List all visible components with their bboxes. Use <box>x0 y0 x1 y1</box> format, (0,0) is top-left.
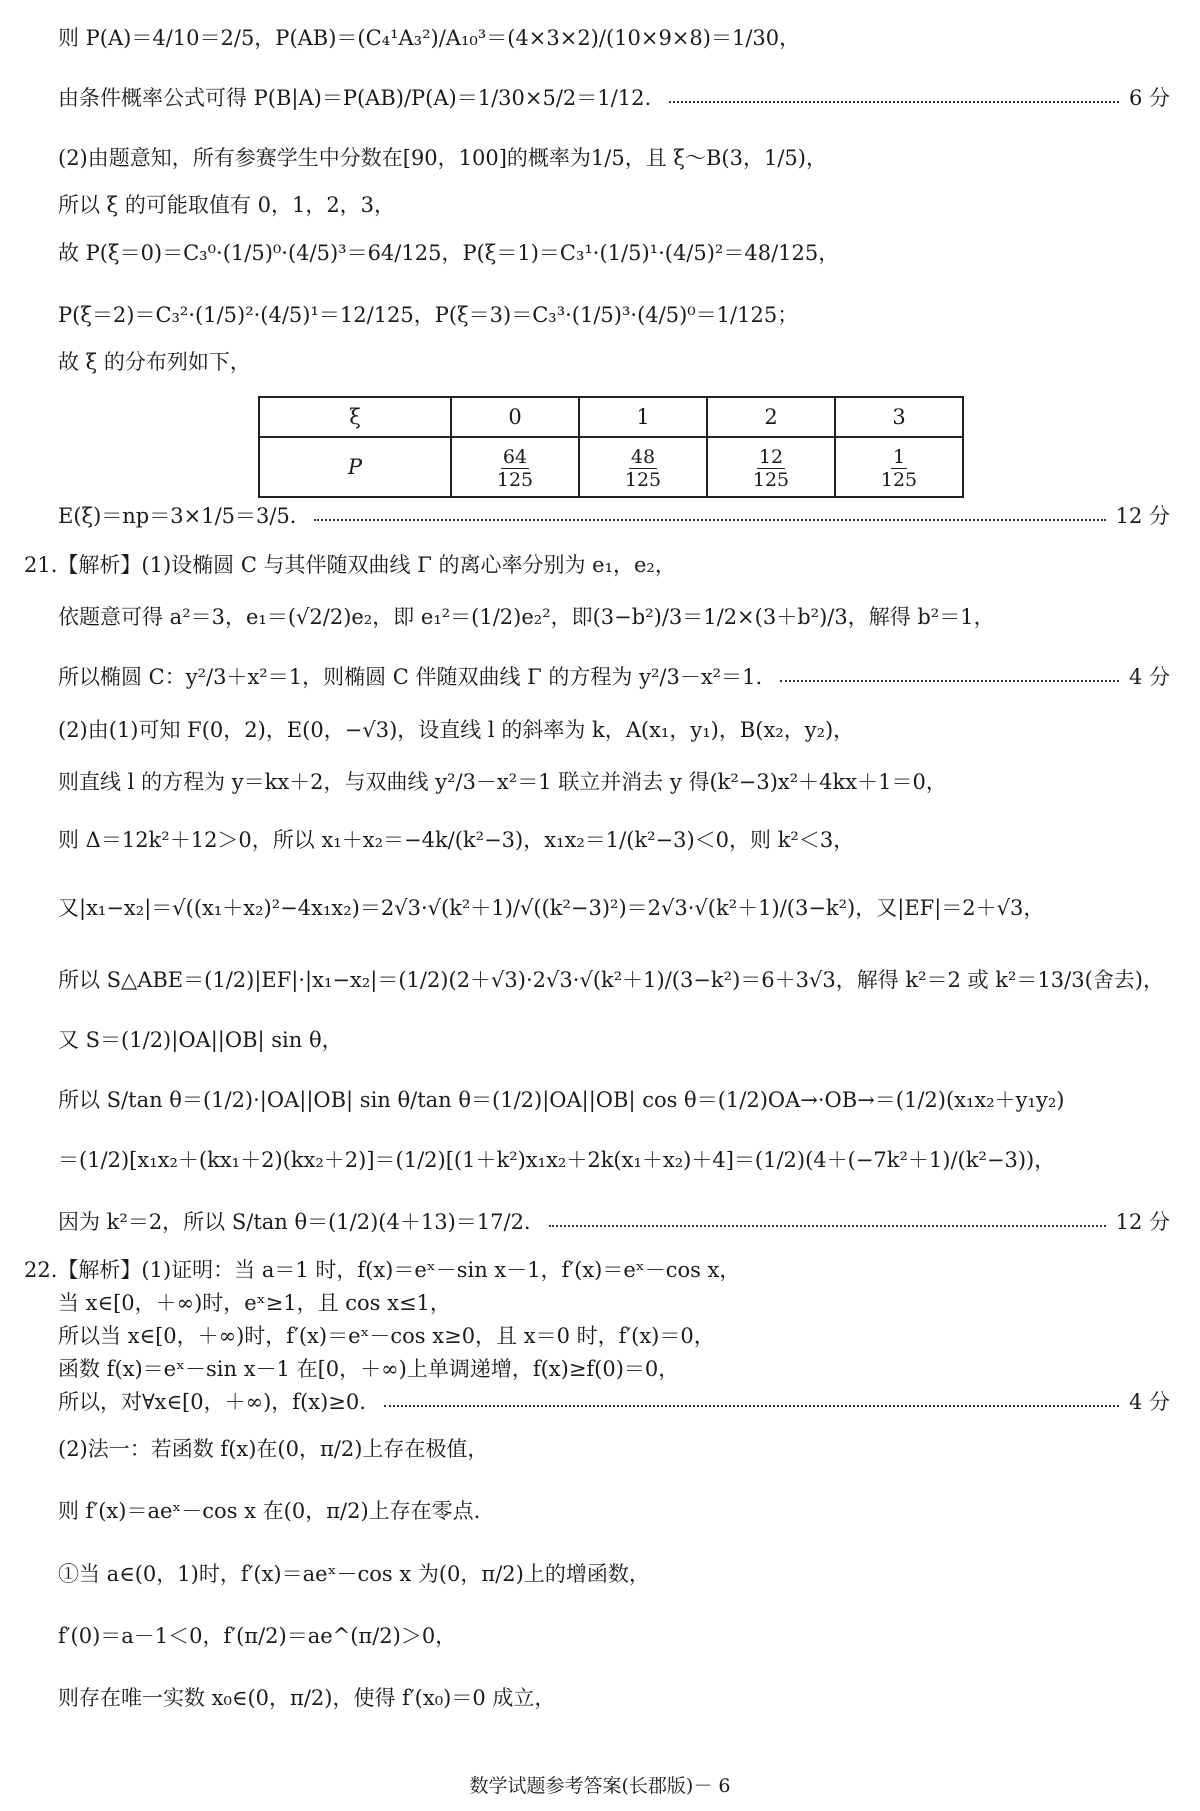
score-mark: 12 分 <box>1115 504 1170 528</box>
solution-line <box>58 1321 1170 1351</box>
page-footer: 数学试题参考答案(长郡版)－ 6 <box>469 1775 731 1797</box>
header-cell-xi: ξ <box>259 397 451 437</box>
prob-1-den: 125 <box>624 468 662 491</box>
solution-line-text: 故 ξ 的分布列如下， <box>58 350 251 374</box>
solution-line-text: 因为 k²＝2，所以 S/tan θ＝(1/2)(4＋13)＝17/2. <box>58 1210 531 1234</box>
solution-line-text: 21.【解析】(1)设椭圆 C 与其伴随双曲线 Γ 的离心率分别为 e₁，e₂， <box>24 553 676 577</box>
distribution-table <box>258 396 964 498</box>
score-mark: 4 分 <box>1128 665 1170 689</box>
solution-line-text: 所以，对∀x∈[0，＋∞)，f(x)≥0. <box>58 1390 366 1414</box>
solution-line <box>58 1145 1170 1175</box>
header-cell-1: 1 <box>579 397 707 437</box>
solution-line <box>58 1496 1170 1526</box>
header-cell-2: 2 <box>707 397 835 437</box>
distribution-header-row <box>259 397 963 437</box>
solution-line-text: 22.【解析】(1)证明：当 a＝1 时，f(x)＝eˣ－sin x－1，f′(x)＝eˣ－cos x， <box>24 1258 741 1282</box>
solution-line <box>58 767 1170 797</box>
score-mark: 6 分 <box>1128 86 1170 110</box>
solution-line <box>24 1255 1170 1285</box>
solution-line-text: 所以 ξ 的可能取值有 0，1，2，3， <box>58 193 396 217</box>
solution-line <box>58 501 1170 531</box>
solution-line <box>58 83 1170 113</box>
solution-line-text: 所以当 x∈[0，＋∞)时，f′(x)＝eˣ－cos x≥0，且 x＝0 时，f′(x)＝0， <box>58 1324 715 1348</box>
solution-line-text: 则直线 l 的方程为 y＝kx＋2，与双曲线 y²/3－x²＝1 联立并消去 y 得(k²−3)x²＋4kx＋1＝0， <box>58 770 947 794</box>
solution-line-text: E(ξ)＝np＝3×1/5＝3/5. <box>58 504 297 528</box>
prob-cell-3 <box>835 437 963 497</box>
solution-line <box>58 238 1170 268</box>
solution-line-text: 则 f′(x)＝aeˣ－cos x 在(0，π/2)上存在零点. <box>58 1499 481 1523</box>
solution-line-text: (2)法一：若函数 f(x)在(0，π/2)上存在极值， <box>58 1437 489 1461</box>
prob-cell-0 <box>451 437 579 497</box>
solution-line <box>58 825 1170 855</box>
solution-line-text: 则 P(A)＝4/10＝2/5，P(AB)＝(C₄¹A₃²)/A₁₀³＝(4×3×2)/(10×9×8)＝1/30， <box>58 26 801 50</box>
solution-line <box>58 300 1170 330</box>
solution-line <box>58 143 1170 173</box>
solution-line <box>58 1025 1170 1055</box>
solution-line-text: 又|x₁−x₂|＝√((x₁＋x₂)²−4x₁x₂)＝2√3·√(k²＋1)/√((k²−3)²)＝2√3·√(k²＋1)/(3−k²)，又|EF|＝2＋√3， <box>58 896 1045 920</box>
solution-line-text: 所以椭圆 C：y²/3＋x²＝1，则椭圆 C 伴随双曲线 Γ 的方程为 y²/3－x²＝1. <box>58 665 763 689</box>
solution-line <box>58 23 1170 53</box>
solution-line <box>58 965 1170 995</box>
solution-line <box>58 1434 1170 1464</box>
solution-line <box>58 1354 1170 1384</box>
solution-line <box>58 662 1170 692</box>
solution-line-text: 函数 f(x)＝eˣ－sin x－1 在[0，＋∞)上单调递增，f(x)≥f(0)＝0， <box>58 1357 680 1381</box>
header-cell-3: 3 <box>835 397 963 437</box>
dotted-leader <box>669 101 1119 103</box>
solution-line-text: f′(0)＝a－1＜0，f′(π/2)＝ae^(π/2)＞0， <box>58 1624 457 1648</box>
score-mark: 4 分 <box>1128 1390 1170 1414</box>
dotted-leader <box>384 1405 1119 1407</box>
solution-line <box>58 1387 1170 1417</box>
solution-line <box>58 715 1170 745</box>
distribution-prob-row <box>259 437 963 497</box>
solution-line-text: 所以 S/tan θ＝(1/2)·|OA||OB| sin θ/tan θ＝(1/2)|OA||OB| cos θ＝(1/2)OA→·OB→＝(1/2)(x₁x₂＋y₁y₂) <box>58 1088 1065 1112</box>
solution-line <box>58 1288 1170 1318</box>
solution-line <box>58 1559 1170 1589</box>
prob-3-num: 1 <box>892 445 906 468</box>
solution-line <box>58 602 1170 632</box>
prob-0-den: 125 <box>496 468 534 491</box>
prob-cell-2 <box>707 437 835 497</box>
solution-line <box>24 550 1170 580</box>
prob-row-label: P <box>259 437 451 497</box>
solution-line-text: 依题意可得 a²＝3，e₁＝(√2/2)e₂，即 e₁²＝(1/2)e₂²，即(3−b²)/3＝1/2×(3＋b²)/3，解得 b²＝1， <box>58 605 995 629</box>
solution-line-text: 则 Δ＝12k²＋12＞0，所以 x₁＋x₂＝−4k/(k²−3)，x₁x₂＝1/(k²−3)＜0，则 k²＜3， <box>58 828 855 852</box>
solution-line <box>58 1207 1170 1237</box>
solution-line-text: 又 S＝(1/2)|OA||OB| sin θ， <box>58 1028 343 1052</box>
solution-line-text: (2)由(1)可知 F(0，2)，E(0，−√3)，设直线 l 的斜率为 k，A(x₁，y₁)，B(x₂，y₂)， <box>58 718 855 742</box>
solution-line-text: ＝(1/2)[x₁x₂＋(kx₁＋2)(kx₂＋2)]＝(1/2)[(1＋k²)x₁x₂＋2k(x₁＋x₂)＋4]＝(1/2)(4＋(−7k²＋1)/(k²−3))， <box>58 1148 1056 1172</box>
solution-line-text: P(ξ＝2)＝C₃²·(1/5)²·(4/5)¹＝12/125，P(ξ＝3)＝C₃³·(1/5)³·(4/5)⁰＝1/125； <box>58 303 799 327</box>
solution-line-text: ①当 a∈(0，1)时，f′(x)＝aeˣ－cos x 为(0，π/2)上的增函数， <box>58 1562 650 1586</box>
prob-2-num: 12 <box>758 445 784 468</box>
prob-3-den: 125 <box>880 468 918 491</box>
prob-0-num: 64 <box>502 445 528 468</box>
solution-line-text: 所以 S△ABE＝(1/2)|EF|·|x₁−x₂|＝(1/2)(2＋√3)·2√3·√(k²＋1)/(3−k²)＝6＋3√3，解得 k²＝2 或 k²＝13/3(舍去)， <box>58 968 1164 992</box>
solution-line-text: (2)由题意知，所有参赛学生中分数在[90，100]的概率为1/5，且 ξ～B(3，1/5)， <box>58 146 827 170</box>
solution-line-text: 故 P(ξ＝0)＝C₃⁰·(1/5)⁰·(4/5)³＝64/125，P(ξ＝1)＝C₃¹·(1/5)¹·(4/5)²＝48/125， <box>58 241 840 265</box>
solution-line <box>58 893 1170 923</box>
score-mark: 12 分 <box>1115 1210 1170 1234</box>
solution-line <box>58 190 1170 220</box>
solution-line-text: 由条件概率公式可得 P(B|A)＝P(AB)/P(A)＝1/30×5/2＝1/12. <box>58 86 652 110</box>
header-cell-0: 0 <box>451 397 579 437</box>
solution-line-text: 则存在唯一实数 x₀∈(0，π/2)，使得 f′(x₀)＝0 成立， <box>58 1686 556 1710</box>
prob-2-den: 125 <box>752 468 790 491</box>
solution-line <box>58 1085 1170 1115</box>
solution-line <box>58 1683 1170 1713</box>
prob-cell-1 <box>579 437 707 497</box>
dotted-leader <box>549 1225 1106 1227</box>
prob-1-num: 48 <box>630 445 656 468</box>
solution-line <box>58 347 1170 377</box>
dotted-leader <box>314 519 1105 521</box>
solution-line-text: 当 x∈[0，＋∞)时，eˣ≥1，且 cos x≤1， <box>58 1291 451 1315</box>
solution-line <box>58 1621 1170 1651</box>
dotted-leader <box>780 680 1119 682</box>
